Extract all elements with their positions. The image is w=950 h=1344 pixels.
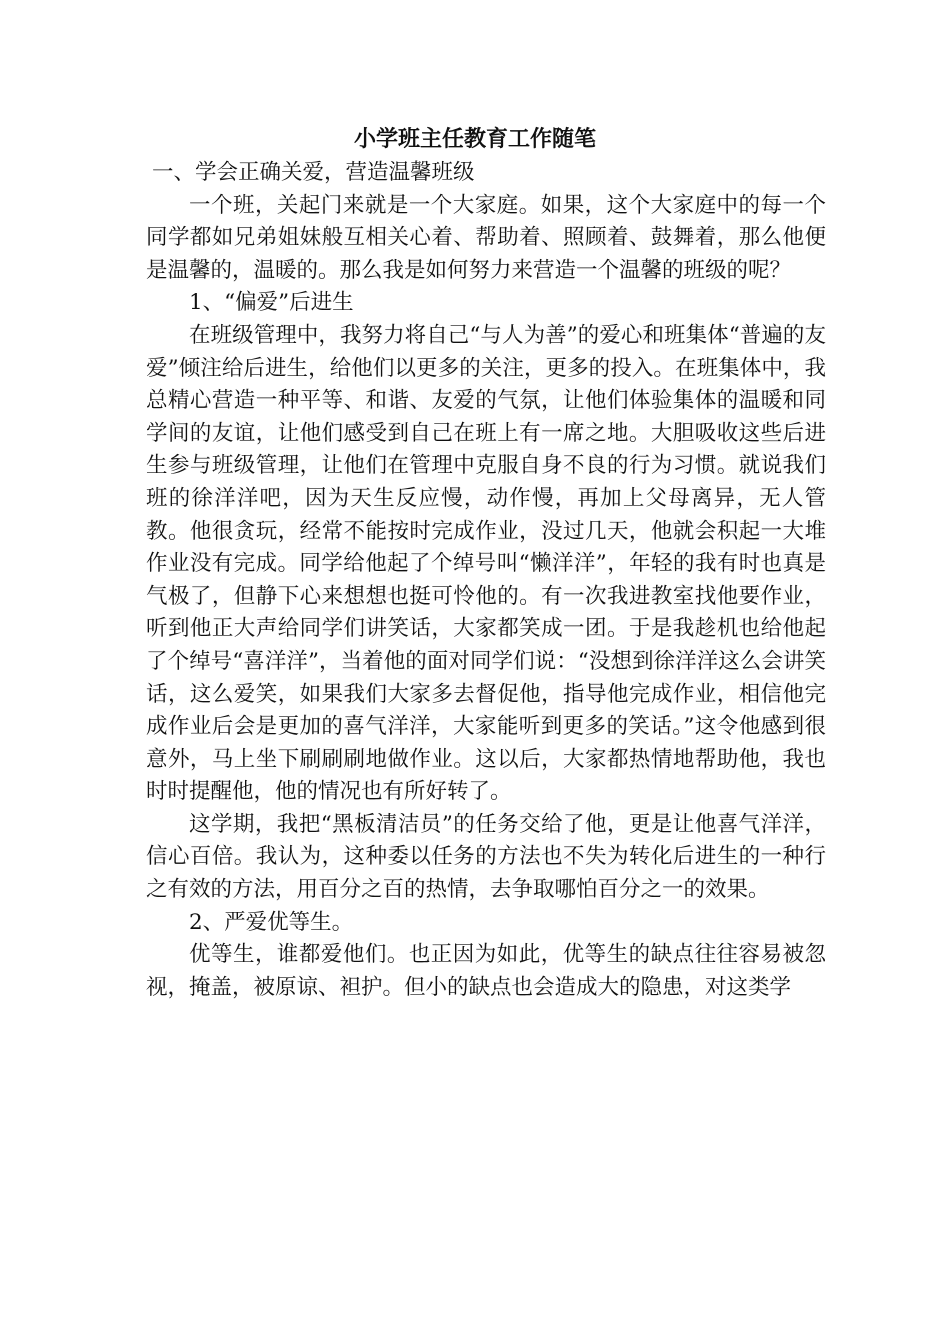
document-title: 小学班主任教育工作随笔 bbox=[353, 126, 596, 152]
paragraph-top-students: 优等生，谁都爱他们。也正因为如此，优等生的缺点往往容易被忽视，掩盖，被原谅、袒护。但小的缺点也会造成大的隐患，对这类学 bbox=[146, 942, 826, 1000]
subsection-heading-2: 2、严爱优等生。 bbox=[189, 909, 354, 935]
paragraph-blackboard-task: 这学期，我把“黑板清洁员”的任务交给了他，更是让他喜气洋洋，信心百倍。我认为，这种委以任务的方法也不失为转化后进生的一种行之有效的方法，用百分之百的热情，去争取哪怕百分之一的效果。 bbox=[146, 811, 826, 903]
paragraph-backward-students: 在班级管理中，我努力将自己“与人为善”的爱心和班集体“普遍的友爱”倾注给后进生，给他们以更多的关注，更多的投入。在班集体中，我总精心营造一种平等、和谐、友爱的气氛，让他们体验集体的温暖和同学间的友谊，让他们感受到自己在班上有一席之地。大胆吸收这些后进生参与班级管理，让他们在管理中克服自身不良的行为习惯。就说我们班的徐洋洋吧，因为天生反应慢，动作慢，再加上父母离异，无人管教。他很贪玩，经常不能按时完成作业，没过几天，他就会积起一大堆作业没有完成。同学给他起了个绰号叫“懒洋洋”，年轻的我有时也真是气极了，但静下心来想想也挺可怜他的。有一次我进教室找他要作业，听到他正大声给同学们讲笑话，大家都笑成一团。于是我趁机也给他起了个绰号“喜洋洋”，当着他的面对同学们说：“没想到徐洋洋这么会讲笑话，这么爱笑，如果我们大家多去督促他，指导他完成作业，相信他完成作业后会是更加的喜气洋洋，大家能听到更多的笑话。”这令他感到很意外，马上坐下刷刷刷地做作业。这以后，大家都热情地帮助他，我也时时提醒他，他的情况也有所好转了。 bbox=[146, 322, 826, 805]
section-heading: 一、学会正确关爱，营造温馨班级 bbox=[152, 160, 475, 185]
intro-paragraph: 一个班，关起门来就是一个大家庭。如果，这个大家庭中的每一个同学都如兄弟姐妹般互相关心着、帮助着、照顾着、鼓舞着，那么他便是温馨的，温暖的。那么我是如何努力来营造一个温馨的班级的呢？ bbox=[146, 192, 826, 283]
subsection-heading-1: 1、“偏爱”后进生 bbox=[189, 290, 354, 316]
document-body bbox=[146, 157, 826, 1004]
